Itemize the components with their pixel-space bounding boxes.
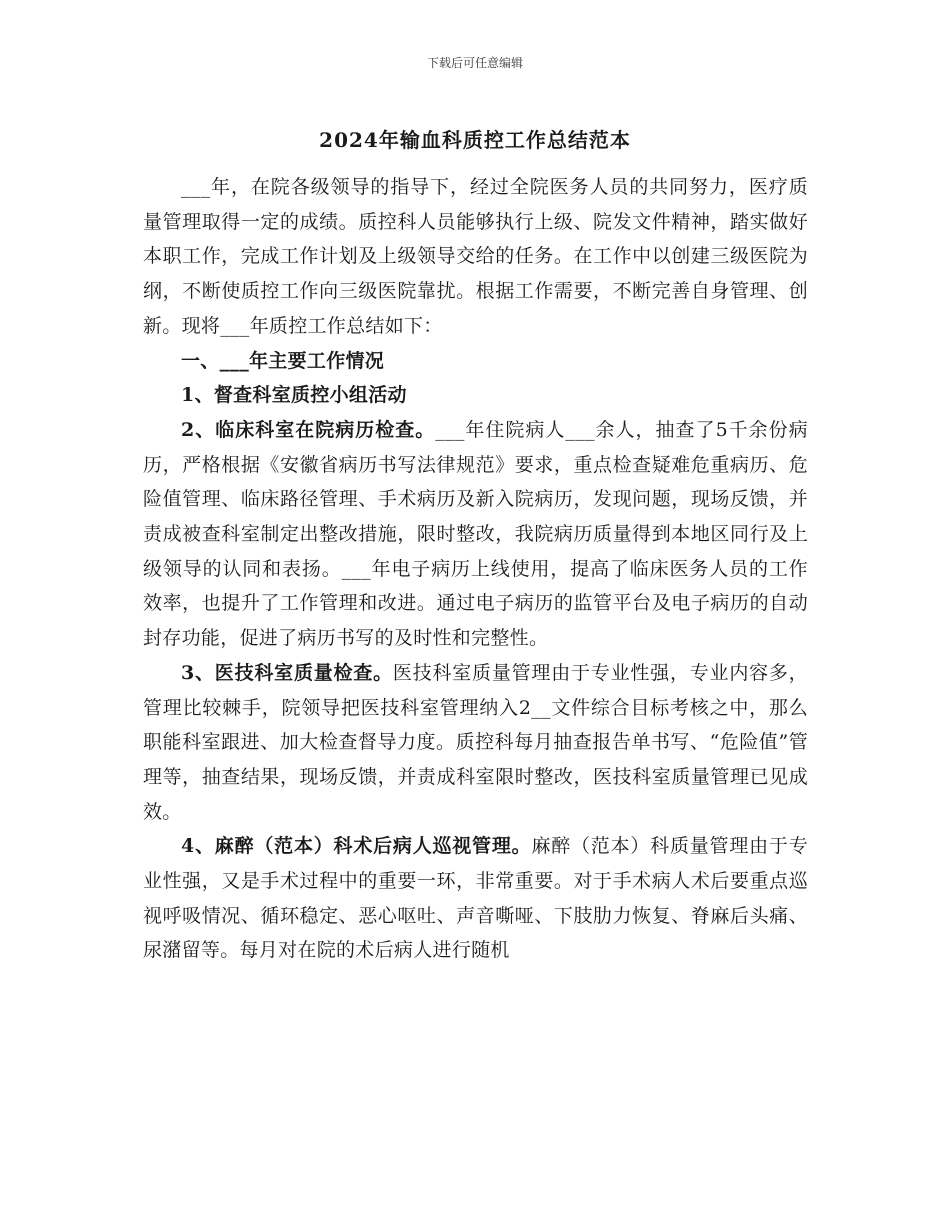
paragraph-text: 麻醉（范本）科质量管理由于专业性强，又是手术过程中的重要一环，非常重要。对于手术病人术后要重点巡视呼吸情况、循环稳定、恶心呕吐、声音嘶哑、下肢肋力恢复、脊麻后头痛、尿潴留等。每月对在院的术后病人进行随机 [143, 835, 809, 962]
paragraph-clinical-records [143, 413, 808, 656]
paragraph-text: ___年，在院各级领导的指导下，经过全院医务人员的共同努力，医疗质量管理取得一定的成绩。质控科人员能够执行上级、院发文件精神，踏实做好本职工作，完成工作计划及上级领导交给的任务。在工作中以创建三级医院为纲，不断使质控工作向三级医院靠扰。根据工作需要，不断完善自身管理、创新。现将___年质控工作总结如下： [143, 176, 808, 337]
paragraph-lead: 1、督查科室质控小组活动 [181, 384, 407, 407]
paragraph-medtech-quality [143, 656, 808, 830]
header-note: 下载后可任意编辑 [426, 56, 523, 70]
paragraph-text: ___年住院病人___余人，抽查了5千余份病历，严格根据《安徽省病历书写法律规范》要求，重点检查疑难危重病历、危险值管理、临床路径管理、手术病历及新入院病历，发现问题，现场反馈，并责成被查科室制定出整改措施，限时整改，我院病历质量得到本地区同行及上级领导的认同和表扬。___年电子病历上线使用，提高了临床医务人员的工作效率，也提升了工作管理和改进。通过电子病历的监管平台及电子病历的自动封存功能，促进了病历书写的及时性和完整性。 [143, 418, 808, 650]
paragraph-lead: 2、临床科室在院病历检查。 [181, 418, 436, 441]
paragraph-intro [143, 170, 808, 344]
section-heading [143, 344, 808, 379]
document-body [143, 170, 808, 968]
paragraph-lead: 3、医技科室质量检查。 [181, 661, 393, 684]
document-title: 2024年输血科质控工作总结范本 [319, 128, 631, 152]
paragraph-anesthesia [143, 829, 808, 968]
paragraph-text: 医技科室质量管理由于专业性强，专业内容多，管理比较棘手，院领导把医技科室管理纳入2__文件综合目标考核之中，那么职能科室跟进、加大检查督导力度。质控科每月抽查报告单书写、“危险值”管理等，抽查结果，现场反馈，并责成科室限时整改，医技科室质量管理已见成效。 [143, 661, 808, 823]
subsection-heading [143, 378, 808, 413]
paragraph-lead: 一、___年主要工作情况 [181, 349, 385, 372]
paragraph-lead: 4、麻醉（范本）科术后病人巡视管理。 [181, 835, 532, 858]
